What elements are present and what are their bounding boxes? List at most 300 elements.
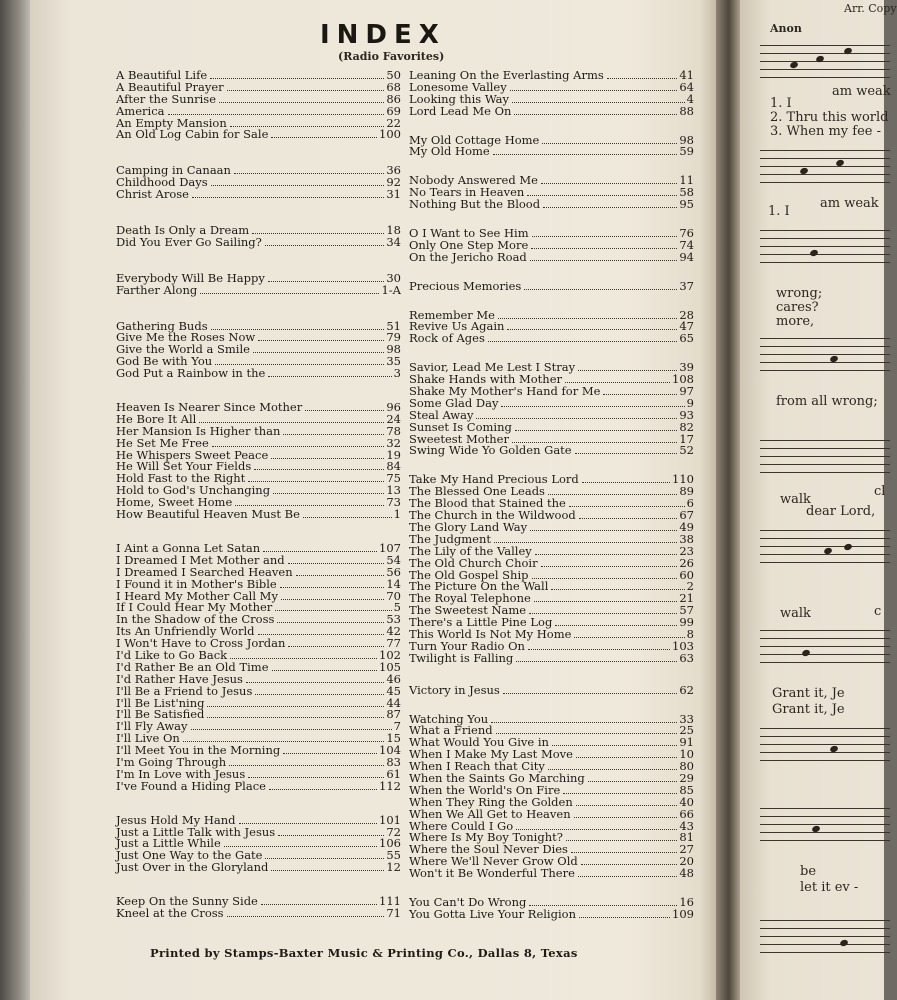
index-letter-group — [116, 896, 401, 920]
song-title: When the Saints Go Marching — [409, 770, 585, 785]
page-number: 76 — [679, 226, 694, 241]
song-title: He Set Me Free — [116, 435, 209, 450]
page-number: 62 — [679, 682, 694, 697]
page-number: 102 — [379, 647, 401, 662]
page-number: 15 — [386, 731, 401, 746]
song-title: I'm In Love with Jesus — [116, 766, 246, 781]
song-title: The Old Gospel Ship — [409, 567, 529, 582]
dot-leader — [227, 916, 385, 917]
song-title: I Won't Have to Cross Jordan — [116, 636, 286, 651]
song-title: Everybody Will Be Happy — [116, 270, 265, 285]
lyric-text: be — [800, 864, 817, 879]
dot-leader — [494, 542, 677, 543]
page-number: 72 — [386, 824, 401, 839]
page-number: 61 — [386, 766, 401, 781]
dot-leader — [563, 793, 677, 794]
song-title: The Sweetest Name — [409, 603, 527, 618]
song-title: Won't it Be Wonderful There — [409, 866, 575, 881]
dot-leader — [543, 207, 677, 208]
dot-leader — [507, 329, 677, 330]
page-number: 1 — [393, 507, 401, 522]
lyric-text: walk — [780, 492, 811, 507]
lyric-text: c — [874, 604, 882, 619]
page-number: 95 — [679, 197, 694, 212]
page-number: 84 — [386, 459, 401, 474]
index-letter-group — [409, 175, 694, 211]
dot-leader — [288, 646, 384, 647]
lyric-text: Anon — [770, 22, 802, 35]
dot-leader — [183, 741, 385, 742]
song-title: Just One Way to the Gate — [116, 848, 263, 863]
page-number: 83 — [386, 754, 401, 769]
dot-leader — [246, 682, 384, 683]
page-number: 12 — [386, 860, 401, 875]
song-title: Death Is Only a Dream — [116, 223, 250, 238]
dot-leader — [588, 781, 678, 782]
arranger-header: Arr. Copy — [844, 2, 897, 15]
page-number: 41 — [679, 68, 694, 82]
dot-leader — [281, 599, 384, 600]
song-title: The Church in the Wildwood — [409, 508, 576, 523]
song-title: I'll Be a Friend to Jesus — [116, 683, 253, 698]
dot-leader — [303, 517, 392, 518]
song-title: Keep On the Sunny Side — [116, 894, 258, 909]
song-title: Sunset Is Coming — [409, 419, 512, 434]
page-number: 24 — [386, 411, 401, 426]
song-title: I Dreamed I Searched Heaven — [116, 564, 293, 579]
song-title: Only One Step More — [409, 237, 529, 252]
dot-leader — [207, 717, 384, 718]
index-letter-group — [409, 711, 694, 881]
song-title: I Aint a Gonna Let Satan — [116, 540, 261, 555]
song-title: When the World's On Fire — [409, 782, 561, 797]
song-title: America — [116, 103, 165, 118]
page-number: 28 — [679, 307, 694, 322]
song-title: When They Ring the Golden — [409, 794, 573, 809]
dot-leader — [607, 78, 678, 79]
page-number: 21 — [679, 591, 694, 606]
song-title: Her Mansion Is Higher than — [116, 423, 281, 438]
index-letter-group — [409, 362, 694, 457]
page-number: 87 — [386, 707, 401, 722]
dot-leader — [503, 693, 678, 694]
dot-leader — [199, 422, 384, 423]
page-number: 3 — [393, 366, 401, 381]
song-title: Shake My Mother's Hand for Me — [409, 384, 601, 399]
page-number: 93 — [679, 407, 694, 422]
page-subtitle: (Radio Favorites) — [338, 50, 445, 63]
song-title: I Heard My Mother Call My — [116, 588, 278, 603]
song-title: Hold to God's Unchanging — [116, 483, 271, 498]
lyric-text: Grant it, Je — [772, 702, 845, 717]
page-number: 44 — [386, 695, 401, 710]
dot-leader — [493, 154, 678, 155]
song-title: The Royal Telephone — [409, 591, 531, 606]
dot-leader — [268, 281, 385, 282]
page-number: 38 — [679, 531, 694, 546]
lyric-text: 1. I — [770, 96, 792, 111]
song-title: God Be with You — [116, 354, 213, 369]
index-entry — [116, 234, 401, 249]
sheet-music-page — [740, 0, 897, 1000]
lyric-text: 3. When my fee - — [770, 124, 881, 139]
dot-leader — [288, 563, 385, 564]
page-number: 56 — [386, 564, 401, 579]
song-title: Victory in Jesus — [409, 682, 500, 697]
page-number: 63 — [679, 650, 694, 665]
song-title: Looking this Way — [409, 91, 509, 106]
index-entry — [409, 445, 694, 457]
song-title: There's a Little Pine Log — [409, 615, 553, 630]
music-staff — [760, 150, 890, 190]
index-letter-group — [116, 318, 401, 381]
page-number: 64 — [679, 79, 694, 94]
page-number: 70 — [386, 588, 401, 603]
dot-leader — [534, 601, 678, 602]
song-title: He Will Set Your Fields — [116, 459, 252, 474]
page-number: 86 — [386, 91, 401, 106]
song-title: He Whispers Sweet Peace — [116, 447, 269, 462]
lyric-text: cares? — [776, 300, 819, 315]
dot-leader — [235, 505, 384, 506]
index-column-right — [409, 70, 694, 921]
dot-leader — [210, 78, 384, 79]
page-number: 82 — [679, 419, 694, 434]
song-title: Savior, Lead Me Lest I Stray — [409, 360, 576, 375]
song-title: The Blessed One Leads — [409, 484, 545, 499]
dot-leader — [582, 482, 670, 483]
page-number: 92 — [386, 175, 401, 190]
dot-leader — [565, 382, 670, 383]
lyric-text: let it ev - — [800, 880, 859, 895]
lyric-text: from all wrong; — [776, 394, 878, 409]
index-entry — [116, 862, 401, 874]
song-title: The Picture On the Wall — [409, 579, 549, 594]
page-number: 112 — [379, 778, 401, 793]
music-staff — [760, 338, 890, 378]
dot-leader — [271, 870, 384, 871]
dot-leader — [524, 289, 677, 290]
song-title: Nothing But the Blood — [409, 197, 541, 212]
page-number: 47 — [679, 319, 694, 334]
dot-leader — [283, 753, 377, 754]
dot-leader — [541, 183, 677, 184]
dot-leader — [566, 840, 677, 841]
printer-footer: Printed by Stamps-Baxter Music & Printing Co., Dallas 8, Texas — [150, 946, 578, 960]
page-number: 109 — [672, 906, 694, 921]
dot-leader — [512, 442, 677, 443]
page-number: 29 — [679, 770, 694, 785]
song-title: Steal Away — [409, 407, 474, 422]
song-title: Camping in Canaan — [116, 163, 231, 178]
page-number: 50 — [386, 68, 401, 82]
page-number: 65 — [679, 331, 694, 346]
music-staff — [760, 440, 890, 480]
song-title: Sweetest Mother — [409, 431, 509, 446]
song-title: Its An Unfriendly World — [116, 624, 255, 639]
song-title: You Gotta Live Your Religion — [409, 906, 576, 921]
index-entry — [409, 333, 694, 345]
dot-leader — [280, 587, 385, 588]
page-number: 107 — [379, 540, 401, 555]
song-title: Hold Fast to the Right — [116, 471, 246, 486]
page-number: 88 — [679, 103, 694, 118]
song-title: Heaven Is Nearer Since Mother — [116, 400, 303, 415]
song-title: Turn Your Radio On — [409, 638, 525, 653]
lyric-text: 1. I — [768, 204, 790, 219]
page-number: 27 — [679, 842, 694, 857]
dot-leader — [230, 126, 385, 127]
song-title: My Old Home — [409, 144, 490, 159]
index-letter-group — [116, 225, 401, 249]
dot-leader — [488, 341, 678, 342]
song-title: You Can't Do Wrong — [409, 894, 527, 909]
page-number: 75 — [386, 471, 401, 486]
dot-leader — [551, 589, 684, 590]
lyric-text: walk — [780, 606, 811, 621]
index-entry — [116, 905, 401, 920]
dot-leader — [200, 293, 379, 294]
dot-leader — [248, 481, 384, 482]
dot-leader — [248, 777, 384, 778]
music-staff — [760, 45, 890, 85]
page-number: 1-A — [381, 282, 401, 297]
song-title: Lonesome Valley — [409, 79, 507, 94]
dot-leader — [275, 610, 391, 611]
dot-leader — [512, 102, 685, 103]
dot-leader — [535, 554, 678, 555]
page-number: 25 — [679, 723, 694, 738]
song-title: In the Shadow of the Cross — [116, 612, 275, 627]
page-number: 81 — [679, 830, 694, 845]
page-number: 20 — [679, 854, 694, 869]
music-staff — [760, 230, 890, 270]
page-number: 91 — [679, 735, 694, 750]
index-entry — [116, 368, 401, 380]
index-entry — [116, 129, 401, 141]
page-number: 53 — [386, 612, 401, 627]
song-title: I'll Live On — [116, 731, 180, 746]
song-title: I'm Going Through — [116, 754, 227, 769]
song-title: Some Glad Day — [409, 395, 499, 410]
song-title: I Found it in Mother's Bible — [116, 576, 277, 591]
song-title: What Would You Give in — [409, 735, 549, 750]
dot-leader — [191, 729, 392, 730]
dot-leader — [578, 876, 677, 877]
dot-leader — [552, 745, 677, 746]
dot-leader — [496, 733, 678, 734]
dot-leader — [476, 418, 677, 419]
dot-leader — [272, 670, 378, 671]
song-title: My Old Cottage Home — [409, 132, 540, 147]
page-number: 16 — [679, 894, 694, 909]
song-title: Rock of Ages — [409, 331, 485, 346]
song-title: The Judgment — [409, 531, 492, 546]
song-title: Twilight is Falling — [409, 650, 514, 665]
dot-leader — [271, 137, 377, 138]
index-letter-group — [116, 402, 401, 521]
page-number: 19 — [386, 447, 401, 462]
dot-leader — [579, 917, 670, 918]
page-number: 74 — [679, 237, 694, 252]
music-staff — [760, 808, 890, 848]
page-number: 101 — [379, 812, 401, 827]
song-title: Shake Hands with Mother — [409, 372, 563, 387]
song-title: Give Me the Roses Now — [116, 330, 256, 345]
dot-leader — [239, 823, 378, 824]
song-title: I'd Rather Have Jesus — [116, 671, 243, 686]
page-number: 14 — [386, 576, 401, 591]
dot-leader — [510, 90, 678, 91]
song-title: Jesus Hold My Hand — [116, 812, 236, 827]
page-number: 34 — [386, 234, 401, 249]
page-number: 40 — [679, 794, 694, 809]
dot-leader — [571, 852, 677, 853]
song-title: The Lily of the Valley — [409, 543, 532, 558]
page-number: 67 — [679, 508, 694, 523]
page-number: 59 — [679, 144, 694, 159]
page-number: 17 — [679, 431, 694, 446]
lyric-text: am weak — [832, 84, 891, 99]
song-title: This World Is Not My Home — [409, 626, 572, 641]
song-title: I'll Be List'ning — [116, 695, 205, 710]
index-entry — [116, 778, 401, 793]
song-title: When I Reach that City — [409, 759, 545, 774]
dot-leader — [277, 622, 384, 623]
index-letter-group — [409, 894, 694, 921]
index-entry — [116, 189, 401, 201]
page-number: 37 — [679, 278, 694, 293]
dot-leader — [296, 575, 385, 576]
dot-leader — [528, 649, 670, 650]
dot-leader — [271, 458, 384, 459]
dot-leader — [278, 835, 384, 836]
dot-leader — [527, 195, 677, 196]
dot-leader — [234, 173, 384, 174]
lyric-text: am weak — [820, 196, 879, 211]
page-number: 7 — [393, 719, 401, 734]
dot-leader — [578, 370, 677, 371]
page-number: 108 — [672, 372, 694, 387]
song-title: If I Could Hear My Mother — [116, 600, 273, 615]
song-title: A Beautiful Life — [116, 68, 208, 82]
song-title: Just Over in the Gloryland — [116, 860, 269, 875]
song-title: I'd Like to Go Back — [116, 647, 228, 662]
dot-leader — [255, 694, 384, 695]
index-letter-group — [409, 682, 694, 697]
song-title: An Old Log Cabin for Sale — [116, 127, 269, 142]
page-number: 69 — [386, 103, 401, 118]
song-title: After the Sunrise — [116, 91, 217, 106]
page-number: 60 — [679, 567, 694, 582]
dot-leader — [283, 434, 384, 435]
song-title: What a Friend — [409, 723, 493, 738]
page-number: 105 — [379, 659, 401, 674]
dot-leader — [258, 634, 385, 635]
page-number: 33 — [679, 711, 694, 726]
page-number: 110 — [672, 472, 694, 487]
dot-leader — [305, 410, 384, 411]
dot-leader — [581, 864, 678, 865]
song-title: Did You Ever Go Sailing? — [116, 234, 262, 249]
page-number: 22 — [386, 115, 401, 130]
dot-leader — [227, 90, 385, 91]
song-title: An Empty Mansion — [116, 115, 227, 130]
song-title: Lord Lead Me On — [409, 103, 512, 118]
song-title: Take My Hand Precious Lord — [409, 472, 579, 487]
page-number: 99 — [679, 615, 694, 630]
page-number: 18 — [386, 223, 401, 238]
index-letter-group — [116, 812, 401, 875]
song-title: Precious Memories — [409, 278, 522, 293]
dot-leader — [258, 340, 384, 341]
song-title: God Put a Rainbow in the — [116, 366, 266, 381]
index-letter-group — [409, 474, 694, 664]
song-title: How Beautiful Heaven Must Be — [116, 507, 300, 522]
page-number: 23 — [679, 543, 694, 558]
page-number: 57 — [679, 603, 694, 618]
lyric-text: Grant it, Je — [772, 686, 845, 701]
index-entry — [116, 509, 401, 521]
dot-leader — [529, 905, 677, 906]
page-number: 35 — [386, 354, 401, 369]
page-number: 98 — [386, 342, 401, 357]
page-number: 26 — [679, 555, 694, 570]
dot-leader — [541, 566, 678, 567]
dot-leader — [530, 260, 678, 261]
song-title: Where We'll Never Grow Old — [409, 854, 578, 869]
dot-leader — [514, 114, 677, 115]
song-title: When We All Get to Heaven — [409, 806, 571, 821]
song-title: On the Jericho Road — [409, 249, 527, 264]
dot-leader — [576, 805, 678, 806]
dot-leader — [579, 518, 678, 519]
song-title: The Blood that Stained the — [409, 496, 566, 511]
page-title: INDEX — [320, 20, 446, 50]
dot-leader — [516, 829, 677, 830]
song-title: Nobody Answered Me — [409, 173, 538, 188]
dot-leader — [575, 453, 678, 454]
index-letter-group — [409, 70, 694, 118]
page-number: 5 — [393, 600, 401, 615]
page-number: 55 — [386, 848, 401, 863]
index-letter-group — [116, 70, 401, 141]
song-title: He Bore It All — [116, 411, 197, 426]
dot-leader — [531, 248, 677, 249]
song-title: I'll Be Satisfied — [116, 707, 205, 722]
index-letter-group — [116, 540, 401, 793]
lyric-text: cl — [874, 484, 886, 499]
page-number: 10 — [679, 747, 694, 762]
dot-leader — [269, 789, 377, 790]
music-staff — [760, 630, 890, 670]
page-number: 80 — [679, 759, 694, 774]
index-letter-group — [409, 307, 694, 346]
index-entry — [116, 282, 401, 297]
music-staff — [760, 728, 890, 768]
page-number: 9 — [686, 395, 694, 410]
dot-leader — [253, 352, 384, 353]
page-number: 89 — [679, 484, 694, 499]
dot-leader — [224, 846, 377, 847]
page-number: 73 — [386, 495, 401, 510]
song-title: Farther Along — [116, 282, 198, 297]
song-title: Swing Wide Yo Golden Gate — [409, 443, 572, 458]
index-letter-group — [409, 132, 694, 159]
index-entry — [409, 199, 694, 211]
page-number: 68 — [386, 79, 401, 94]
dot-leader — [516, 661, 677, 662]
